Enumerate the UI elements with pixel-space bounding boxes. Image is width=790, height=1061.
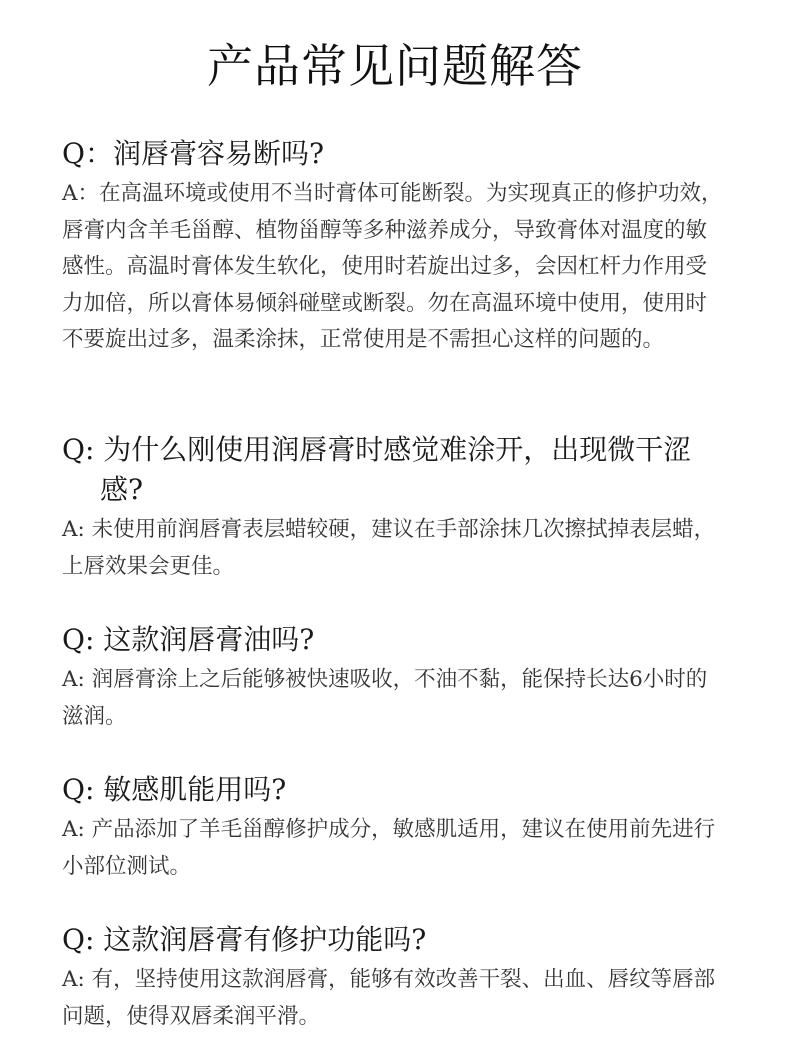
faq-item [62, 770, 728, 885]
faq-question: Q：润唇膏容易断吗? [62, 137, 324, 170]
faq-question: Q: 为什么刚使用润唇膏时感觉难涂开，出现微干涩感? [62, 433, 692, 506]
faq-answer: A：在高温环境或使用不当时膏体可能断裂。为实现真正的修护功效，唇膏内含羊毛甾醇、植物甾醇等多种滋养成分，导致膏体对温度的敏感性。高温时膏体发生软化，使用时若旋出过多，会因杠杆力作用受力加倍，所以膏体易倾斜碰壁或断裂。勿在高温环境中使用，使用时不要旋出过多，温柔涂抹，正常使用是不需担心这样的问题的。 [62, 181, 723, 352]
faq-question: Q: 这款润唇膏油吗? [62, 623, 315, 656]
faq-item [62, 430, 728, 585]
faq-question: Q: 敏感肌能用吗? [62, 773, 287, 806]
faq-answer: A: 产品添加了羊毛甾醇修护成分，敏感肌适用，建议在使用前先进行小部位测试。 [62, 817, 716, 879]
faq-answer: A: 有，坚持使用这款润唇膏，能够有效改善干裂、出血、唇纹等唇部问题，使得双唇柔润平滑。 [62, 967, 716, 1029]
page-title: 产品常见问题解答 [207, 39, 583, 93]
faq-answer: A: 润唇膏涂上之后能够被快速吸收，不油不黏，能保持长达6小时的滋润。 [62, 667, 708, 729]
faq-answer: A: 未使用前润唇膏表层蜡较硬，建议在手部涂抹几次擦拭掉表层蜡，上唇效果会更佳。 [62, 517, 716, 579]
faq-item [62, 620, 728, 735]
faq-item [62, 134, 728, 359]
faq-question: Q: 这款润唇膏有修护功能吗? [62, 923, 427, 956]
faq-item [62, 920, 728, 1035]
